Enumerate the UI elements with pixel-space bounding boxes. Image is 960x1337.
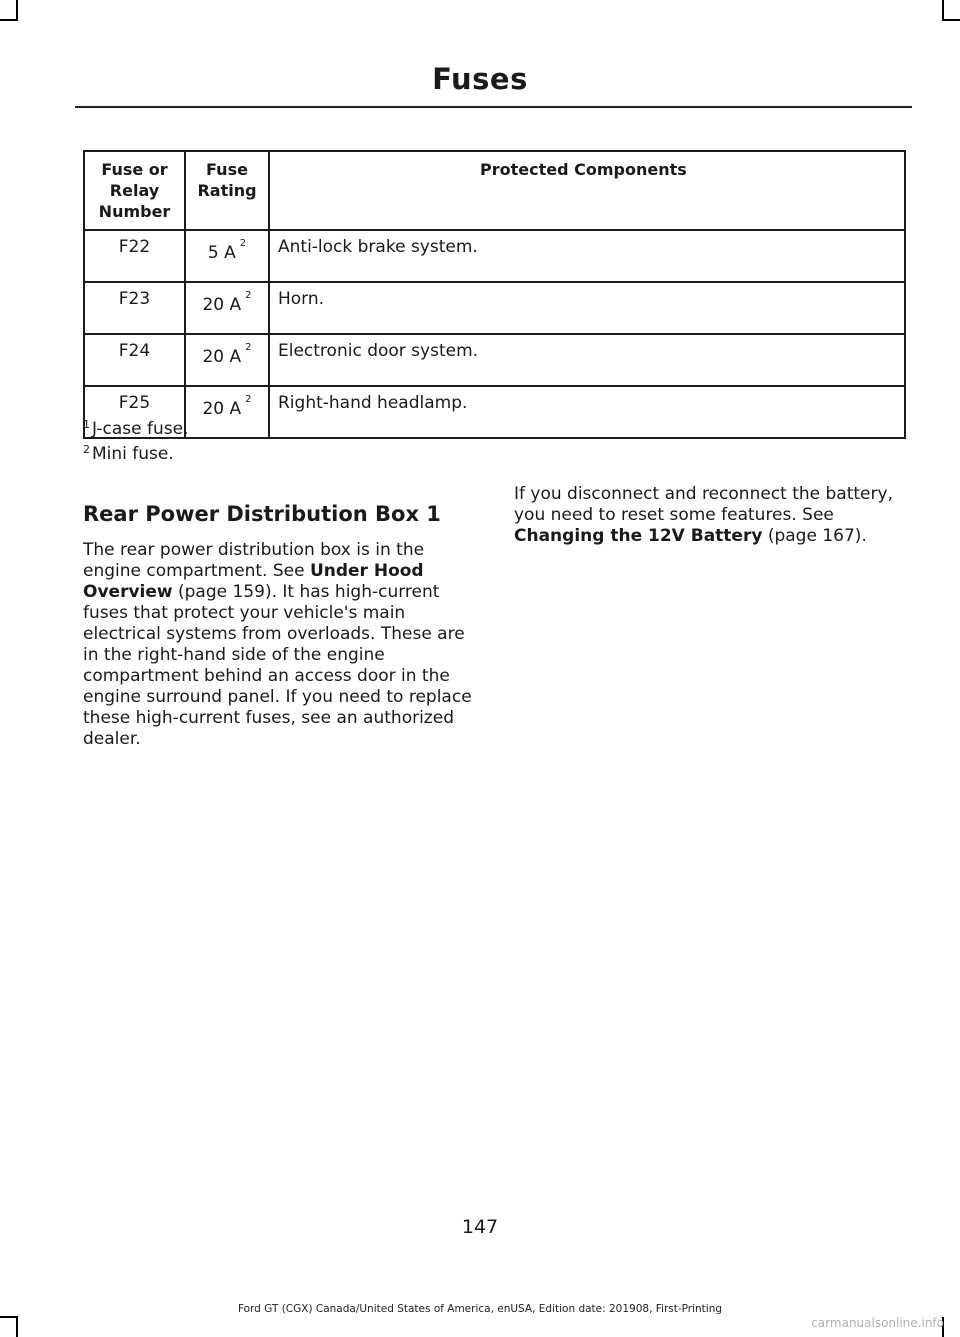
body-paragraph	[514, 484, 909, 547]
protected-component-cell: Right-hand headlamp.	[269, 386, 905, 438]
footnote-ref: 2	[245, 394, 252, 405]
table-row	[84, 334, 905, 386]
column-header-fuse-rating: Fuse Rating	[185, 151, 269, 230]
crop-mark	[942, 0, 944, 20]
watermark: carmanualsonline.info	[811, 1316, 944, 1330]
protected-component-cell: Electronic door system.	[269, 334, 905, 386]
table-header-row	[84, 151, 905, 230]
left-column	[83, 500, 478, 750]
fuse-rating-cell	[185, 334, 269, 386]
fuse-rating-value: 20 A	[202, 295, 242, 315]
column-header-protected-components: Protected Components	[269, 151, 905, 230]
fuse-number-cell: F24	[84, 334, 185, 386]
crop-mark	[0, 19, 18, 21]
title-divider	[75, 106, 912, 108]
paragraph-text: It has high-current fuses that protect your vehicle's main electrical systems from overloads. These are in the right-hand side of the engine compartment behind an access door in the engine surround panel. If you need to replace these high-current fuses, see an authorized dealer.	[83, 582, 472, 749]
footnote	[83, 418, 189, 439]
crop-mark	[942, 19, 960, 21]
cross-reference-link[interactable]: Under Hood Overview	[83, 561, 424, 602]
footnote-ref: 2	[245, 290, 252, 301]
page-reference: (page 159).	[172, 582, 277, 602]
paragraph-text: If you disconnect and reconnect the battery, you need to reset some features. See	[514, 484, 893, 525]
paragraph-text: The rear power distribution box is in the engine compartment. See	[83, 540, 425, 581]
fuse-rating-cell	[185, 386, 269, 438]
page-number: 147	[461, 1216, 499, 1238]
section-heading: Rear Power Distribution Box 1	[83, 502, 441, 526]
right-column	[514, 484, 909, 547]
column-header-fuse-number: Fuse or Relay Number	[84, 151, 185, 230]
fuse-rating-cell	[185, 230, 269, 282]
fuse-number-cell: F23	[84, 282, 185, 334]
footnote-ref: 2	[245, 342, 252, 353]
fuse-rating-value: 20 A	[202, 399, 242, 419]
fuse-table	[83, 150, 906, 439]
fuse-rating-cell	[185, 282, 269, 334]
fuse-rating-value: 20 A	[202, 347, 242, 367]
footnote-text: Mini fuse.	[92, 444, 174, 464]
footer-text: Ford GT (CGX) Canada/United States of America, enUSA, Edition date: 201908, First-Printing	[237, 1303, 723, 1315]
protected-component-cell: Anti-lock brake system.	[269, 230, 905, 282]
page-title: Fuses	[432, 62, 528, 96]
page-reference: (page 167).	[762, 526, 867, 546]
table-row	[84, 282, 905, 334]
footnote-marker: 2	[83, 443, 90, 456]
footnote-ref: 2	[239, 238, 247, 249]
crop-mark	[16, 1317, 18, 1337]
fuse-rating-value: 5 A	[207, 243, 236, 263]
footnote-marker: 1	[83, 418, 90, 431]
footnote	[83, 443, 174, 464]
protected-component-cell: Horn.	[269, 282, 905, 334]
crop-mark	[0, 1316, 18, 1318]
fuse-number-cell: F25	[84, 386, 185, 438]
crop-mark	[16, 0, 18, 20]
table-row	[84, 386, 905, 438]
fuse-number-cell: F22	[84, 230, 185, 282]
cross-reference-link[interactable]: Changing the 12V Battery	[514, 526, 763, 546]
body-paragraph	[83, 540, 478, 750]
footnote-text: J-case fuse.	[92, 419, 189, 439]
table-row	[84, 230, 905, 282]
